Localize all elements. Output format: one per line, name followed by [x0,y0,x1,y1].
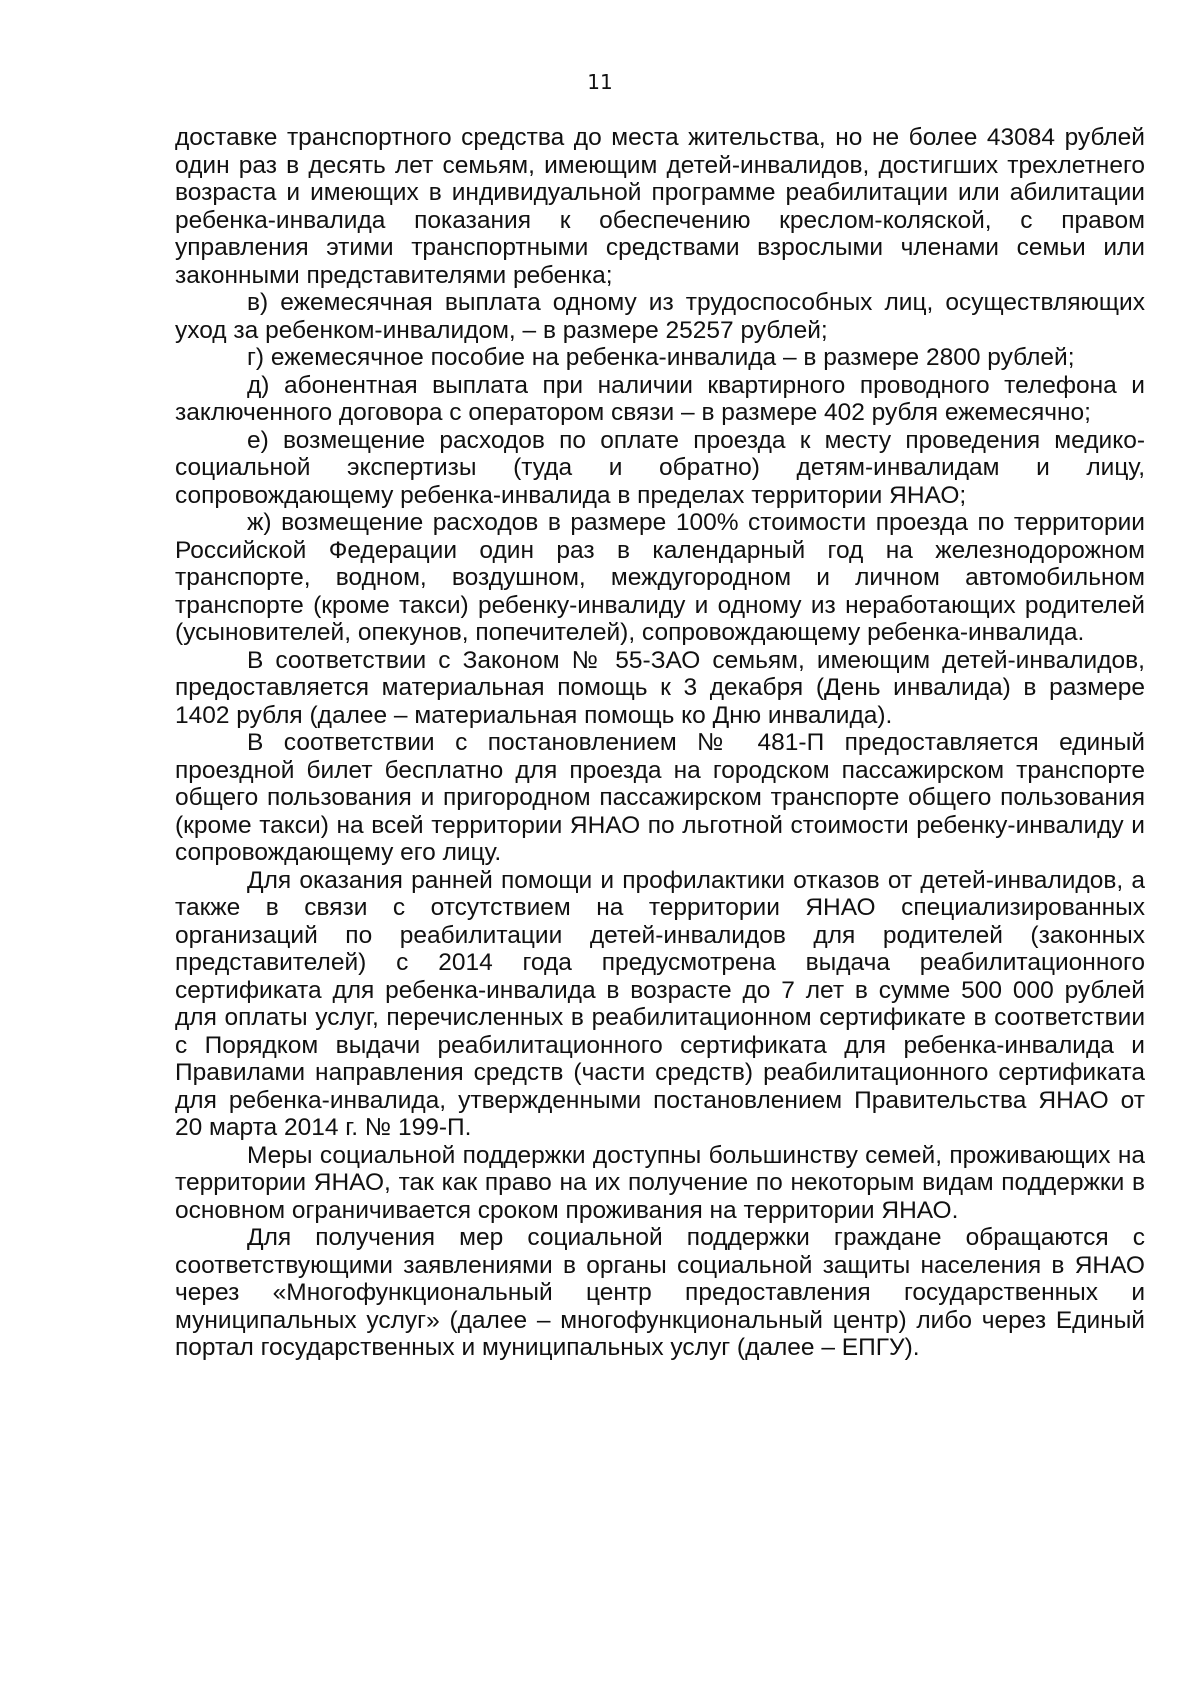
paragraph-item-zh: ж) возмещение расходов в размере 100% стоимости проезда по территории Российской Федерации один раз в календарный год на железнодорожном транспорте, водном, воздушном, междугородном и личном автомобильном транспорте (кроме такси) ребенку-инвалиду и одному из неработающих родителей (усыновителей, опекунов, попечителей), сопровождающему ребенка-инвалида. [175,509,1145,646]
paragraph-item-v: в) ежемесячная выплата одному из трудоспособных лиц, осуществляющих уход за ребенком-инвалидом, – в размере 25257 рублей; [175,289,1145,344]
paragraph-support-availability: Меры социальной поддержки доступны большинству семей, проживающих на территории ЯНАО, так как право на их получение по некоторым видам поддержки в основном ограничивается сроком проживания на территории ЯНАО. [175,1141,1145,1224]
paragraph-item-d: д) абонентная выплата при наличии квартирного проводного телефона и заключенного договора с оператором связи – в размере 402 рубля ежемесячно; [175,371,1145,426]
paragraph-resolution-481-p: В соответствии с постановлением № 481-П предоставляется единый проездной билет бесплатно для проезда на городском пассажирском транспорте общего пользования и пригородном пассажирском транспорте общего пользования (кроме такси) на всей территории ЯНАО по льготной стоимости ребенку-инвалиду и сопровождающему его лицу. [175,729,1145,866]
paragraph-law-55-zao: В соответствии с Законом № 55-ЗАО семьям, имеющим детей-инвалидов, предоставляется материальная помощь к 3 декабря (День инвалида) в размере 1402 рубля (далее – материальная помощь ко Дню инвалида). [175,646,1145,729]
document-body [175,124,1145,1362]
paragraph-continuation: доставке транспортного средства до места жительства, но не более 43084 рублей один раз в десять лет семьям, имеющим детей-инвалидов, достигших трехлетнего возраста и имеющих в индивидуальной программе реабилитации или абилитации ребенка-инвалида показания к обеспечению креслом-коляской, с правом управления этими транспортными средствами взрослыми членами семьи или законными представителями ребенка; [175,124,1145,289]
paragraph-item-g: г) ежемесячное пособие на ребенка-инвалида – в размере 2800 рублей; [247,344,1075,371]
page-number: 11 [587,70,613,94]
paragraph-how-to-apply: Для получения мер социальной поддержки граждане обращаются с соответствующими заявлениями в органы социальной защиты населения в ЯНАО через «Многофункциональный центр предоставления государственных и муниципальных услуг» (далее – многофункциональный центр) либо через Единый портал государственных и муниципальных услуг (далее – ЕПГУ). [175,1224,1145,1361]
paragraph-item-e: е) возмещение расходов по оплате проезда к месту проведения медико-социальной экспертизы (туда и обратно) детям-инвалидам и лицу, сопровождающему ребенка-инвалида в пределах территории ЯНАО; [175,426,1145,509]
paragraph-rehab-certificate: Для оказания ранней помощи и профилактики отказов от детей-инвалидов, а также в связи с отсутствием на территории ЯНАО специализированных организаций по реабилитации детей-инвалидов для родителей (законных представителей) с 2014 года предусмотрена выдача реабилитационного сертификата для ребенка-инвалида в возрасте до 7 лет в сумме 500 000 рублей для оплаты услуг, перечисленных в реабилитационном сертификате в соответствии с Порядком выдачи реабилитационного сертификата для ребенка-инвалида и Правилами направления средств (части средств) реабилитационного сертификата для ребенка-инвалида, утвержденными постановлением Правительства ЯНАО от 20 марта 2014 г. № 199-П. [175,866,1145,1141]
